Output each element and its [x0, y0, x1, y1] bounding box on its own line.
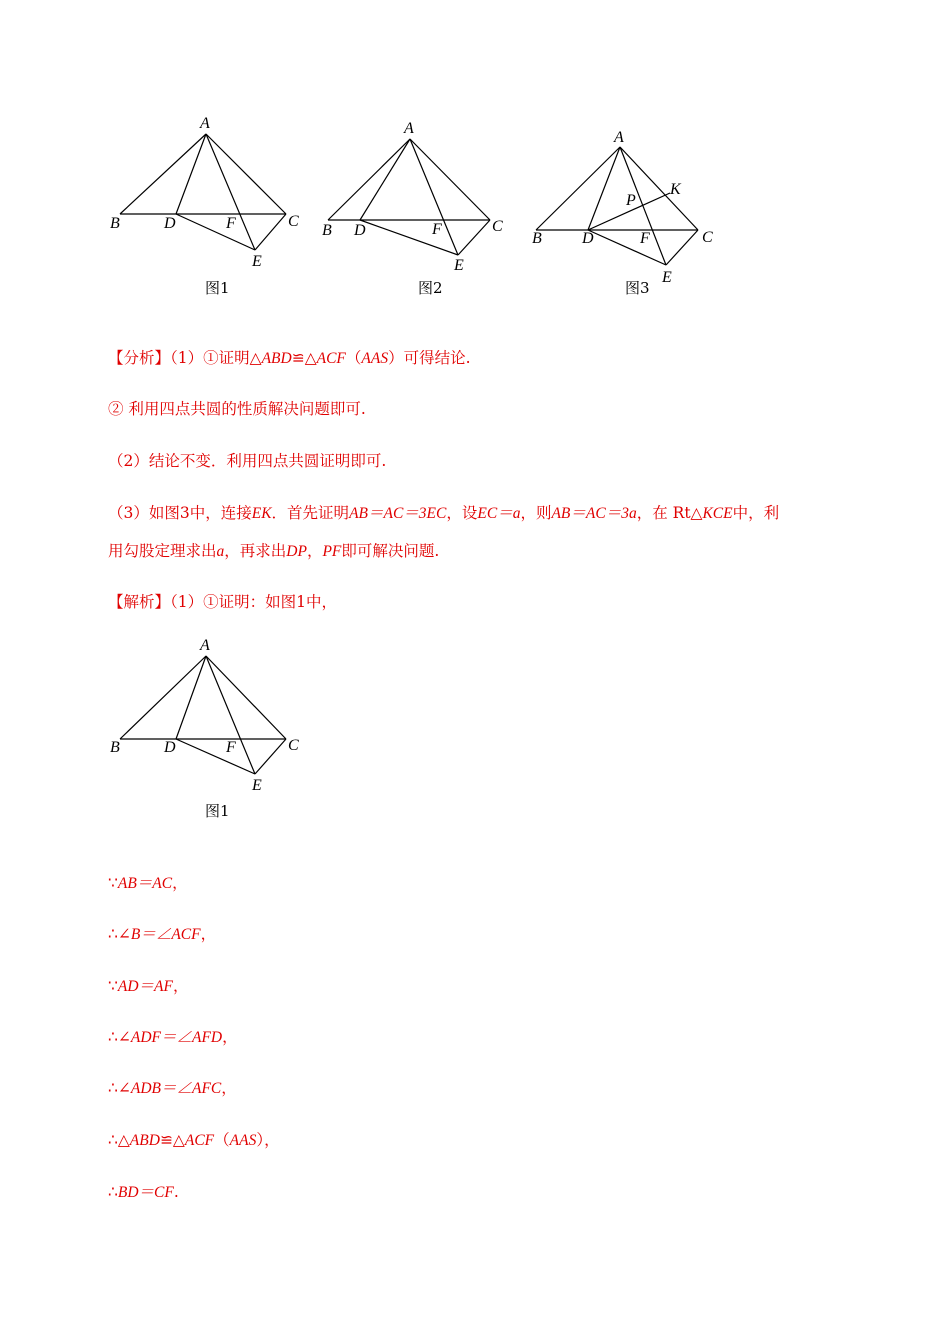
- figure-2-caption: 图2: [418, 279, 443, 297]
- solution-step-5: ∴∠ADB＝∠AFC，: [108, 1079, 237, 1097]
- label-F: F: [640, 230, 650, 247]
- label-B: B: [322, 222, 332, 239]
- label-A: A: [404, 120, 414, 137]
- figure-1-diagram: [100, 110, 320, 280]
- label-E: E: [454, 257, 464, 274]
- figure-1-repeat-caption: 图1: [205, 802, 230, 820]
- label-C: C: [702, 229, 713, 246]
- figure-1-caption: 图1: [205, 279, 230, 297]
- figure-1: [100, 110, 320, 280]
- label-E: E: [662, 269, 672, 286]
- label-E: E: [252, 253, 262, 270]
- analysis-line-2: ② 利用四点共圆的性质解决问题即可.: [108, 400, 366, 418]
- solution-step-1: ∵AB＝AC，: [108, 874, 188, 892]
- analysis-bracket: 【分析】: [108, 349, 171, 367]
- figure-1-repeat-diagram: [100, 632, 320, 802]
- label-K: K: [670, 181, 681, 198]
- figure-3-diagram: [530, 125, 730, 295]
- label-C: C: [492, 218, 503, 235]
- analysis-line-5: 用勾股定理求出a，再求出DP，PF即可解决问题.: [108, 542, 440, 560]
- figure-2-diagram: [318, 115, 518, 285]
- figure-3: [530, 125, 730, 295]
- analysis-line-1: 【分析】（1）①证明△ABD≌△ACF（AAS）可得结论.: [108, 349, 471, 367]
- solution-step-4: ∴∠ADF＝∠AFD，: [108, 1028, 238, 1046]
- label-A: A: [614, 129, 624, 146]
- solution-step-7: ∴BD＝CF.: [108, 1183, 179, 1201]
- label-E: E: [252, 777, 262, 794]
- label-C: C: [288, 737, 299, 754]
- label-F: F: [226, 739, 236, 756]
- label-D: D: [354, 222, 366, 239]
- label-A: A: [200, 115, 210, 132]
- label-D: D: [164, 215, 176, 232]
- label-A: A: [200, 637, 210, 654]
- label-B: B: [532, 230, 542, 247]
- label-D: D: [582, 230, 594, 247]
- label-F: F: [226, 215, 236, 232]
- solution-step-6: ∴△ABD≌△ACF（AAS），: [108, 1131, 280, 1149]
- label-B: B: [110, 215, 120, 232]
- label-P: P: [626, 192, 636, 209]
- figure-3-caption: 图3: [625, 279, 650, 297]
- label-D: D: [164, 739, 176, 756]
- figure-2: [318, 115, 518, 285]
- figure-1-repeat: [100, 632, 320, 802]
- label-F: F: [432, 221, 442, 238]
- solution-bracket: 【解析】: [108, 593, 171, 611]
- label-C: C: [288, 213, 299, 230]
- analysis-line-4: （3）如图3中，连接EK．首先证明AB＝AC＝3EC，设EC＝a，则AB＝AC＝3a，在 Rt△KCE中，利: [108, 504, 780, 522]
- analysis-line-3: （2）结论不变．利用四点共圆证明即可.: [108, 452, 387, 470]
- solution-intro: 【解析】（1）①证明：如图1中，: [108, 593, 337, 611]
- solution-step-2: ∴∠B＝∠ACF，: [108, 925, 217, 943]
- solution-step-3: ∵AD＝AF，: [108, 977, 189, 995]
- label-B: B: [110, 739, 120, 756]
